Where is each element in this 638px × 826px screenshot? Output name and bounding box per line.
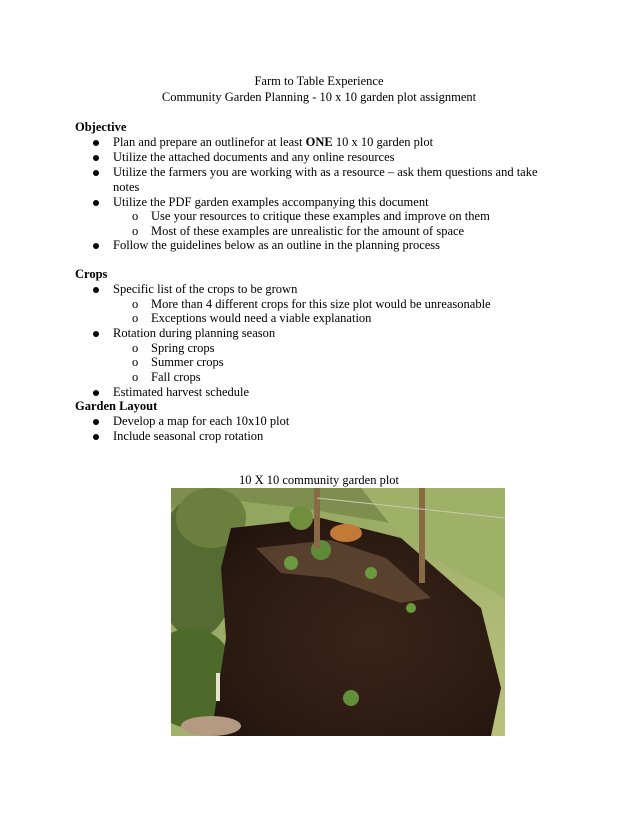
objective-item-pdf: Utilize the PDF garden examples accompanying this document: [113, 195, 429, 209]
bullet-icon: [93, 331, 99, 337]
bullet-icon: [93, 434, 99, 440]
crops-item-rotation: Rotation during planning season: [113, 326, 276, 340]
bullet-icon: [93, 243, 99, 249]
objective-item-plan-emphasis: ONE: [305, 135, 333, 149]
objective-item-guidelines: Follow the guidelines below as an outline in the planning process: [113, 238, 441, 252]
sub-bullet-icon: o: [132, 355, 139, 369]
garden-plot-photo: [171, 488, 505, 736]
bullet-icon: [93, 287, 99, 293]
sub-bullet-icon: o: [132, 297, 139, 311]
crops-subitem-summer: Summer crops: [151, 355, 224, 369]
crops-subitem-limit: More than 4 different crops for this size plot would be unreasonable: [151, 297, 491, 311]
layout-item-rotation: Include seasonal crop rotation: [113, 429, 264, 443]
objective-item-plan-text: Plan and prepare an outlinefor at least: [113, 135, 306, 149]
garden-layout-heading: Garden Layout: [75, 399, 158, 413]
sub-bullet-icon: o: [132, 341, 139, 355]
bullet-icon: [93, 200, 99, 206]
crops-subitem-spring: Spring crops: [151, 341, 215, 355]
sub-bullet-icon: o: [132, 311, 139, 325]
layout-item-map: Develop a map for each 10x10 plot: [113, 414, 290, 428]
bullet-icon: [93, 419, 99, 425]
objective-heading: Objective: [75, 120, 127, 134]
crops-subitem-exceptions: Exceptions would need a viable explanation: [151, 311, 372, 325]
bullet-icon: [93, 170, 99, 176]
objective-item-farmers: Utilize the farmers you are working with as a resource – ask them questions and take notes: [113, 165, 538, 194]
bullet-icon: [93, 140, 99, 146]
crops-item-harvest: Estimated harvest schedule: [113, 385, 250, 399]
figure-caption: 10 X 10 community garden plot: [238, 473, 400, 487]
objective-item-documents: Utilize the attached documents and any online resources: [113, 150, 395, 164]
bullet-icon: [93, 390, 99, 396]
crops-subitem-fall: Fall crops: [151, 370, 201, 384]
crops-item-list: Specific list of the crops to be grown: [113, 282, 298, 296]
objective-item-plan: [113, 135, 433, 150]
garden-plot-image: [171, 488, 505, 736]
objective-item-plan-text-end: 10 x 10 garden plot: [332, 135, 434, 149]
bullet-icon: [93, 155, 99, 161]
sub-bullet-icon: o: [132, 370, 139, 384]
objective-subitem-unrealistic: Most of these examples are unrealistic for the amount of space: [151, 224, 465, 238]
document-subtitle: Community Garden Planning - 10 x 10 garden plot assignment: [161, 90, 477, 104]
document-title: Farm to Table Experience: [254, 74, 384, 88]
sub-bullet-icon: o: [132, 209, 139, 223]
sub-bullet-icon: o: [132, 224, 139, 238]
crops-heading: Crops: [75, 267, 108, 281]
objective-subitem-critique: Use your resources to critique these examples and improve on them: [151, 209, 490, 223]
